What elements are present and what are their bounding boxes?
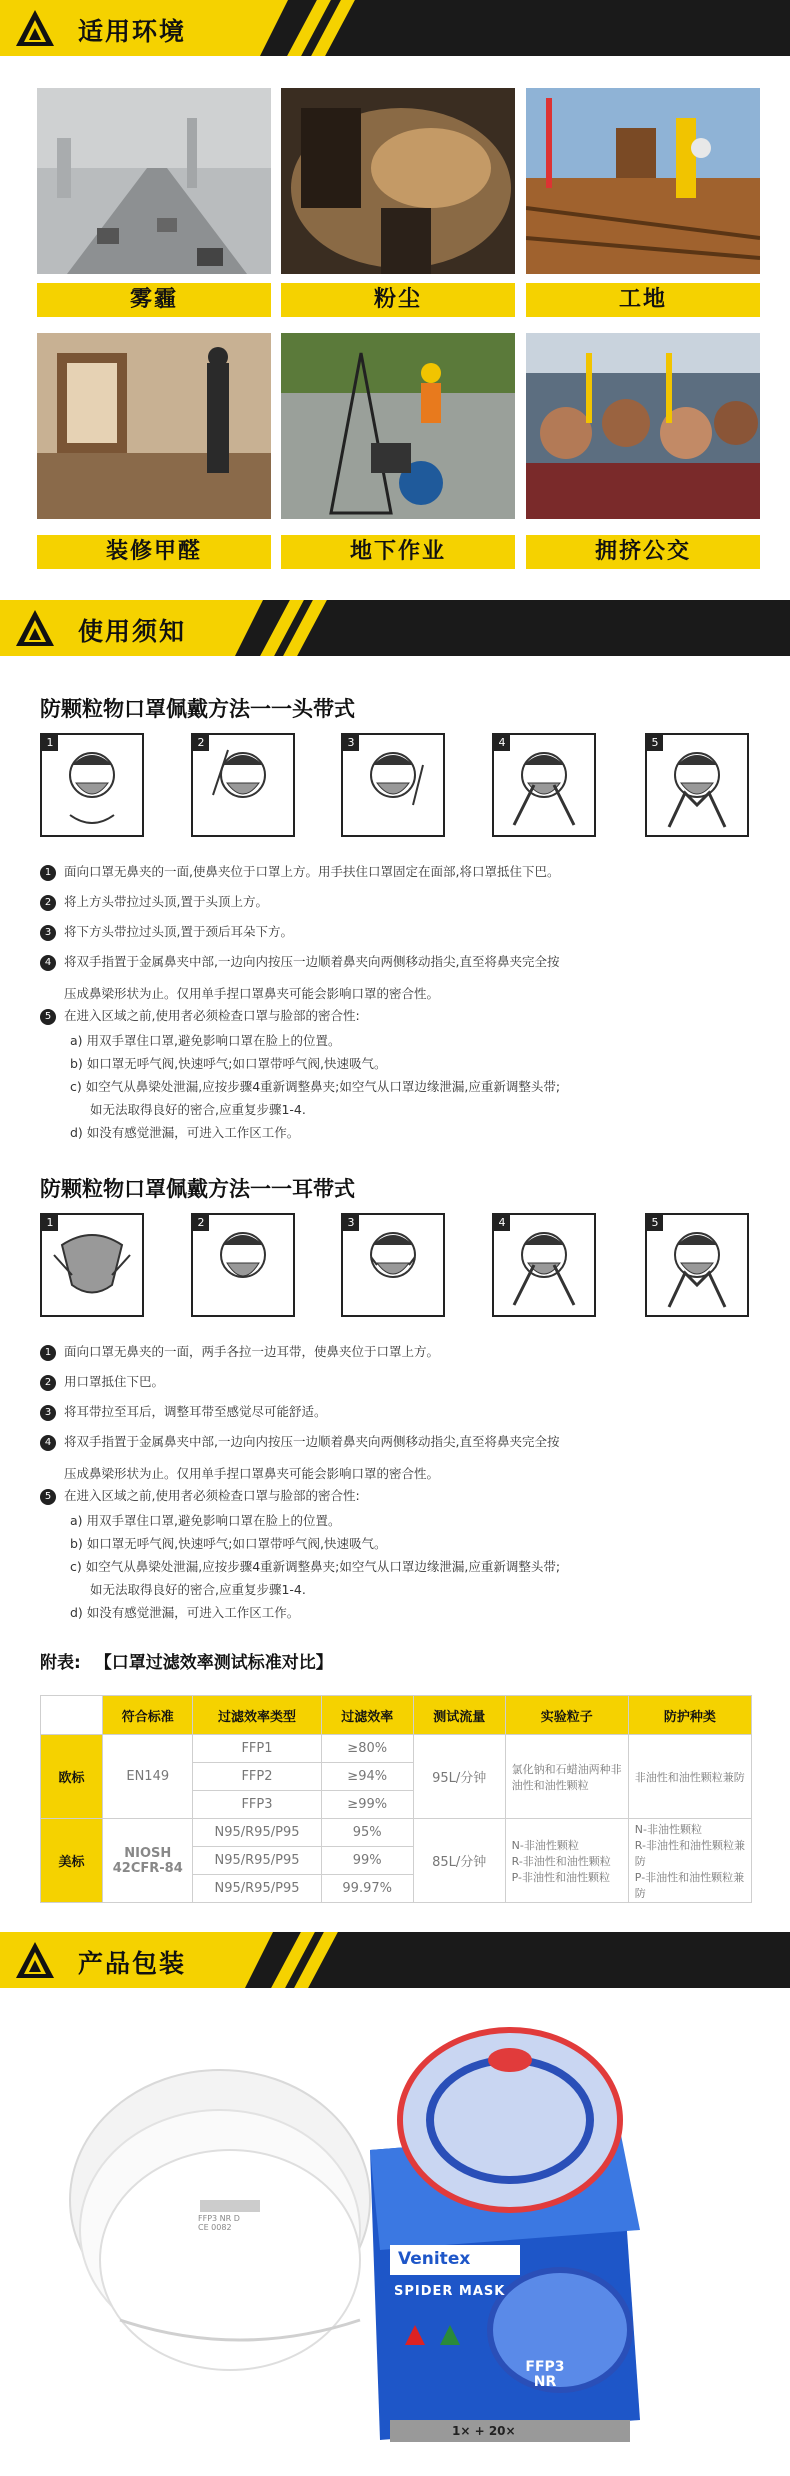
headband-step-5: 5: [645, 733, 749, 837]
box-pack-label: 1× + 20×: [452, 2424, 516, 2438]
brand-logo-icon: [14, 8, 56, 48]
flow-cell: 85L/分钟: [413, 1819, 505, 1903]
efficiency-cell: 99.97%: [321, 1875, 413, 1903]
type-cell: N95/R95/P95: [193, 1847, 321, 1875]
efficiency-cell: ≥80%: [321, 1735, 413, 1763]
headband-step-4: 4: [492, 733, 596, 837]
dust-photo: [281, 88, 515, 274]
smog-photo: [37, 88, 271, 274]
headband-heading: 防颗粒物口罩佩戴方法一一头带式: [40, 697, 355, 721]
standard-cell: EN149: [103, 1735, 193, 1819]
region-cell: 美标: [41, 1819, 103, 1903]
brand-logo-icon: [14, 1940, 56, 1980]
section-title: 使用须知: [78, 617, 187, 646]
check-a: a) 用双手罩住口罩,避免影响口罩在脸上的位置。: [70, 1033, 341, 1048]
instruction-text: 将双手指置于金属鼻夹中部,一边向内按压一边顺着鼻夹向两侧移动指尖,直至将鼻夹完全按: [64, 1434, 560, 1449]
filter-standard-table: [40, 1695, 752, 1903]
instruction-text: 面向口罩无鼻夹的一面,使鼻夹位于口罩上方。用手扶住口罩固定在面部,将口罩抵住下巴。: [64, 864, 560, 879]
instruction-text: 将下方头带拉过头顶,置于颈后耳朵下方。: [64, 924, 293, 939]
table-title-text: 【口罩过滤效率测试标准对比】: [94, 1653, 333, 1673]
earloop-step-5: 5: [645, 1213, 749, 1317]
table-header-cell: 过滤效率: [321, 1696, 413, 1735]
construction-site-photo: [526, 88, 760, 274]
underground-work-photo: [281, 333, 515, 519]
instruction-continuation: 压成鼻梁形状为止。仅用单手捏口罩鼻夹可能会影响口罩的密合性。: [64, 1466, 440, 1481]
earloop-heading: 防颗粒物口罩佩戴方法一一耳带式: [40, 1177, 355, 1201]
table-header-cell: 防护种类: [628, 1696, 751, 1735]
flow-cell: 95L/分钟: [413, 1735, 505, 1819]
headband-step-1: 1: [40, 733, 144, 837]
type-cell: N95/R95/P95: [193, 1819, 321, 1847]
caption-dust: 粉尘: [281, 283, 515, 317]
caption-crowded-bus: 拥挤公交: [526, 535, 760, 569]
headband-step-2: 2: [191, 733, 295, 837]
instruction-continuation: 压成鼻梁形状为止。仅用单手捏口罩鼻夹可能会影响口罩的密合性。: [64, 986, 440, 1001]
efficiency-cell: ≥99%: [321, 1791, 413, 1819]
earloop-step-2: 2: [191, 1213, 295, 1317]
particles-cell: 氯化钠和石蜡油两种非油性和油性颗粒: [505, 1735, 628, 1819]
check-d: d) 如没有感觉泄漏，可进入工作区工作。: [70, 1125, 300, 1140]
earloop-step-4: 4: [492, 1213, 596, 1317]
instruction-text: 在进入区域之前,使用者必须检查口罩与脸部的密合性:: [64, 1488, 360, 1503]
table-row: [41, 1735, 752, 1763]
type-cell: N95/R95/P95: [193, 1875, 321, 1903]
section-header-packaging: [0, 1932, 790, 1988]
efficiency-cell: 95%: [321, 1819, 413, 1847]
brand-logo-icon: [14, 608, 56, 648]
check-c: c) 如空气从鼻梁处泄漏,应按步骤4重新调整鼻夹;如空气从口罩边缘泄漏,应重新调整头带;: [70, 1079, 561, 1094]
section-title: 适用环境: [78, 17, 187, 46]
check-d: d) 如没有感觉泄漏，可进入工作区工作。: [70, 1605, 300, 1620]
check-b: b) 如口罩无呼气阀,快速呼气;如口罩带呼气阀,快速吸气。: [70, 1536, 387, 1551]
check-c: c) 如空气从鼻梁处泄漏,应按步骤4重新调整鼻夹;如空气从口罩边缘泄漏,应重新调整头带;: [70, 1559, 561, 1574]
instruction-text: 将上方头带拉过头顶,置于头顶上方。: [64, 894, 268, 909]
protection-cell: 非油性和油性颗粒兼防: [628, 1735, 751, 1819]
caption-renovation: 装修甲醛: [37, 535, 271, 569]
efficiency-cell: ≥94%: [321, 1763, 413, 1791]
box-model-label: SPIDER MASK: [394, 2284, 506, 2299]
efficiency-cell: 99%: [321, 1847, 413, 1875]
table-title: [40, 1648, 333, 1673]
check-c-cont: 如无法取得良好的密合,应重复步骤1-4.: [90, 1582, 306, 1597]
table-header-cell: 实验粒子: [505, 1696, 628, 1735]
check-a: a) 用双手罩住口罩,避免影响口罩在脸上的位置。: [70, 1513, 341, 1528]
instruction-text: 面向口罩无鼻夹的一面，两手各拉一边耳带，使鼻夹位于口罩上方。: [64, 1344, 440, 1359]
earloop-step-3: 3: [341, 1213, 445, 1317]
earloop-step-1: 1: [40, 1213, 144, 1317]
type-cell: FFP3: [193, 1791, 321, 1819]
instruction-text: 用口罩抵住下巴。: [64, 1374, 165, 1389]
table-header-cell: 过滤效率类型: [193, 1696, 321, 1735]
instruction-text: 将双手指置于金属鼻夹中部,一边向内按压一边顺着鼻夹向两侧移动指尖,直至将鼻夹完全按: [64, 954, 560, 969]
type-cell: FFP2: [193, 1763, 321, 1791]
region-cell: 欧标: [41, 1735, 103, 1819]
table-header-cell: 测试流量: [413, 1696, 505, 1735]
renovation-photo: [37, 333, 271, 519]
box-rating-label: FFP3 NR: [525, 2359, 565, 2390]
table-header-row: [41, 1696, 752, 1735]
particles-cell: N-非油性颗粒 R-非油性和油性颗粒 P-非油性和油性颗粒: [505, 1819, 628, 1903]
check-b: b) 如口罩无呼气阀,快速呼气;如口罩带呼气阀,快速吸气。: [70, 1056, 387, 1071]
table-title-prefix: 附表:: [40, 1653, 81, 1673]
caption-smog: 雾霾: [37, 283, 271, 317]
type-cell: FFP1: [193, 1735, 321, 1763]
product-package-graphic: [0, 2000, 790, 2472]
caption-construction: 工地: [526, 283, 760, 317]
headband-step-3: 3: [341, 733, 445, 837]
protection-cell: N-非油性颗粒 R-非油性和油性颗粒兼防 P-非油性和油性颗粒兼防: [628, 1819, 751, 1903]
instruction-text: 在进入区域之前,使用者必须检查口罩与脸部的密合性:: [64, 1008, 360, 1023]
table-row: [41, 1819, 752, 1847]
product-image: [0, 2000, 790, 2472]
section-header-usage: [0, 600, 790, 656]
mask-stamp-label: FFP3 NR D CE 0082: [198, 2214, 240, 2232]
table-header-cell: 符合标准: [103, 1696, 193, 1735]
standard-cell: NIOSH 42CFR-84: [103, 1819, 193, 1903]
section-title: 产品包装: [78, 1949, 187, 1978]
crowded-bus-photo: [526, 333, 760, 519]
box-brand-label: Venitex: [398, 2249, 471, 2269]
check-c-cont: 如无法取得良好的密合,应重复步骤1-4.: [90, 1102, 306, 1117]
section-header-environment: [0, 0, 790, 56]
caption-underground: 地下作业: [281, 535, 515, 569]
instruction-text: 将耳带拉至耳后，调整耳带至感觉尽可能舒适。: [64, 1404, 327, 1419]
